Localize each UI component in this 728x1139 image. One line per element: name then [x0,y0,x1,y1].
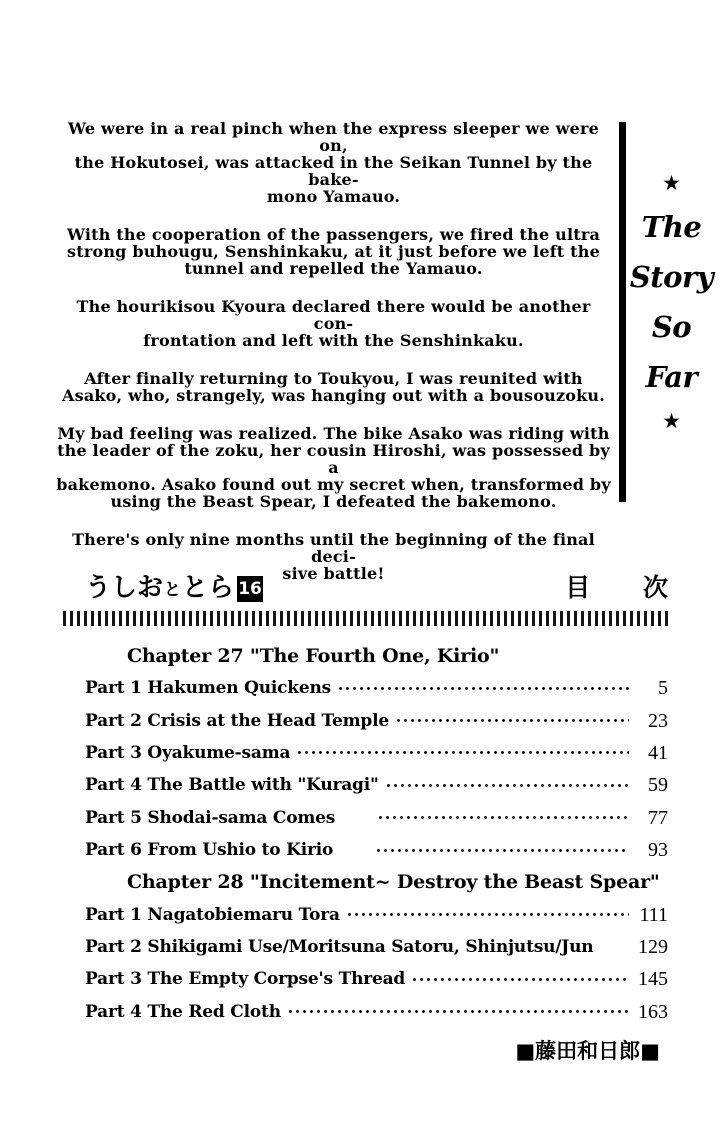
story-line: the Hokutosei, was attacked in the Seikan Tunnel by the bake- [74,153,593,189]
series-title [85,574,263,602]
toc-row [63,704,668,736]
story-so-far-sidebar [626,120,717,603]
story-so-far-section [55,120,717,603]
toc-row [63,834,668,866]
contents-label: 目 次 [565,573,668,602]
dots-leader [377,802,629,834]
series-title-small-kana: と [164,580,182,600]
table-of-contents [63,566,668,1028]
story-line: strong buhougu, Senshinkaku, at it just before we left the [67,242,600,261]
toc-row [63,769,668,801]
story-paragraph [55,298,612,349]
part-title: Part 1 Hakumen Quickens [85,678,332,699]
toc-header [63,566,668,602]
star-icon: ★ [662,409,681,433]
toc-row [63,996,668,1028]
dots-leader [599,931,629,963]
page-number: 59 [648,774,668,797]
story-line: The hourikisou Kyoura declared there would be another con- [76,297,591,333]
page-number: 145 [638,968,668,991]
story-paragraph [55,425,612,510]
striped-divider [63,611,668,626]
part-title: Part 3 Oyakume-sama [85,742,291,763]
part-title: Part 2 Shikigami Use/Moritsuna Satoru, Shinjutsu/Jun [85,936,594,957]
part-title: Part 2 Crisis at the Head Temple [85,710,389,731]
story-line: My bad feeling was realized. The bike Asako was riding with [57,424,610,443]
toc-row [63,898,668,930]
toc-row [63,963,668,995]
series-title-text: とら [182,573,235,603]
page-number: 111 [639,903,668,926]
part-title: Part 4 The Red Cloth [85,1001,281,1022]
story-paragraph [55,226,612,277]
toc-row [63,672,668,704]
page-number: 163 [638,1000,668,1023]
sidebar-word: Far [645,360,698,394]
story-line: mono Yamauo. [266,187,401,206]
dots-leader [296,737,629,769]
story-line: the leader of the zoku, her cousin Hiroshi, was possessed by a [57,441,610,477]
part-title: Part 4 The Battle with "Kuragi" [85,775,379,796]
chapter-heading: Chapter 27 "The Fourth One, Kirio" [127,645,500,667]
dots-leader [411,963,629,995]
toc-list [63,640,668,1028]
sidebar-word: Story [629,260,714,294]
page-number: 41 [648,741,668,764]
story-line: We were in a real pinch when the express sleeper we were on, [68,119,599,155]
dots-leader [375,834,629,866]
page-number: 77 [648,806,668,829]
sidebar-word: So [651,310,692,344]
dots-leader [287,996,629,1028]
page-number: 93 [648,839,668,862]
star-icon: ★ [662,171,681,195]
story-line: After finally returning to Toukyou, I was reunited with [84,369,583,388]
page-number: 129 [638,935,668,958]
part-title: Part 5 Shodai-sama Comes [85,807,336,828]
dots-leader [385,769,629,801]
volume-number-badge: 16 [237,576,263,602]
toc-row [63,931,668,963]
part-title: Part 3 The Empty Corpse's Thread [85,969,406,990]
story-line: There's only nine months until the beginning of the final deci- [72,530,595,566]
story-text-block [55,120,612,603]
dots-leader [346,898,629,930]
author-credit: ■藤田和日郎■ [515,1039,660,1063]
story-paragraph [55,370,612,404]
series-title-text: うしお [85,573,164,603]
vertical-divider [619,122,626,502]
chapter-heading: Chapter 28 "Incitement~ Destroy the Beast Spear" [127,871,660,894]
story-line: tunnel and repelled the Yamauo. [184,259,483,278]
dots-leader [337,672,629,704]
story-line: using the Beast Spear, I defeated the bakemono. [110,492,557,511]
page-number: 23 [648,709,668,732]
sidebar-word: The [641,210,702,244]
toc-row [63,802,668,834]
story-line: sive battle! [282,564,385,583]
story-line: frontation and left with the Senshinkaku. [143,331,524,350]
story-line: bakemono. Asako found out my secret when, transformed by [56,475,611,494]
dots-leader [395,704,629,736]
page-number: 5 [658,677,668,700]
story-line: Asako, who, strangely, was hanging out with a bousouzoku. [62,386,605,405]
part-title: Part 6 From Ushio to Kirio [85,840,334,861]
part-title: Part 1 Nagatobiemaru Tora [85,904,340,925]
story-paragraph [55,120,612,205]
story-line: With the cooperation of the passengers, we fired the ultra [66,225,601,244]
toc-row [63,737,668,769]
